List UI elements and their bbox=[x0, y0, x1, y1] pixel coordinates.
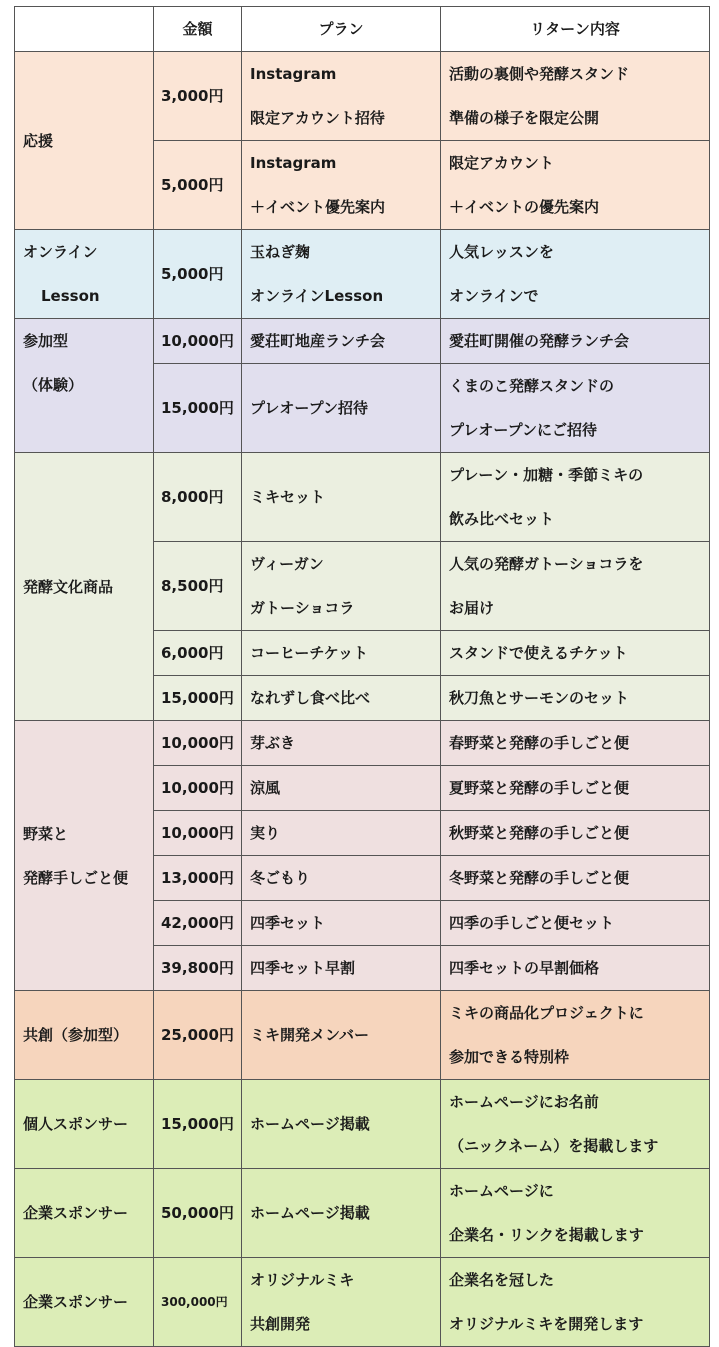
amount-cell: 15,000円 bbox=[154, 364, 242, 453]
return-cell: プレーン・加糖・季節ミキの 飲み比べセット bbox=[441, 453, 710, 542]
amount-cell: 15,000円 bbox=[154, 1080, 242, 1169]
return-cell: 夏野菜と発酵の手しごと便 bbox=[441, 766, 710, 811]
plan-cell: 玉ねぎ麹 オンラインLesson bbox=[242, 230, 441, 319]
header-amount: 金額 bbox=[154, 7, 242, 52]
return-cell: ホームページに 企業名・リンクを掲載します bbox=[441, 1169, 710, 1258]
table-row bbox=[15, 319, 710, 364]
plan-cell: 実り bbox=[242, 811, 441, 856]
category-cell: 応援 bbox=[15, 52, 154, 230]
category-cell: オンライン Lesson bbox=[15, 230, 154, 319]
return-cell: 愛荘町開催の発酵ランチ会 bbox=[441, 319, 710, 364]
return-cell: 春野菜と発酵の手しごと便 bbox=[441, 721, 710, 766]
plan-cell: プレオープン招待 bbox=[242, 364, 441, 453]
header-category bbox=[15, 7, 154, 52]
plan-cell: Instagram ＋イベント優先案内 bbox=[242, 141, 441, 230]
return-cell: 人気の発酵ガトーショコラを お届け bbox=[441, 542, 710, 631]
amount-cell: 39,800円 bbox=[154, 946, 242, 991]
return-plan-table bbox=[14, 6, 710, 1347]
plan-cell: コーヒーチケット bbox=[242, 631, 441, 676]
plan-cell: ホームページ掲載 bbox=[242, 1169, 441, 1258]
amount-cell: 13,000円 bbox=[154, 856, 242, 901]
return-cell: 企業名を冠した オリジナルミキを開発します bbox=[441, 1258, 710, 1347]
return-cell: 四季セットの早割価格 bbox=[441, 946, 710, 991]
amount-cell: 8,500円 bbox=[154, 542, 242, 631]
amount-cell: 10,000円 bbox=[154, 319, 242, 364]
return-cell: くまのこ発酵スタンドの プレオープンにご招待 bbox=[441, 364, 710, 453]
plan-cell: 愛荘町地産ランチ会 bbox=[242, 319, 441, 364]
category-cell: 共創（参加型） bbox=[15, 991, 154, 1080]
amount-cell: 5,000円 bbox=[154, 230, 242, 319]
plan-cell: なれずし食べ比べ bbox=[242, 676, 441, 721]
amount-cell: 6,000円 bbox=[154, 631, 242, 676]
table-row bbox=[15, 1258, 710, 1347]
table-row bbox=[15, 230, 710, 319]
return-cell: ミキの商品化プロジェクトに 参加できる特別枠 bbox=[441, 991, 710, 1080]
category-cell: 参加型 （体験） bbox=[15, 319, 154, 453]
return-cell: 限定アカウント ＋イベントの優先案内 bbox=[441, 141, 710, 230]
amount-cell: 5,000円 bbox=[154, 141, 242, 230]
table-row bbox=[15, 991, 710, 1080]
amount-cell: 8,000円 bbox=[154, 453, 242, 542]
return-cell: 人気レッスンを オンラインで bbox=[441, 230, 710, 319]
plan-cell: ミキセット bbox=[242, 453, 441, 542]
category-cell: 発酵文化商品 bbox=[15, 453, 154, 721]
amount-cell: 10,000円 bbox=[154, 766, 242, 811]
amount-cell: 50,000円 bbox=[154, 1169, 242, 1258]
plan-cell: 涼風 bbox=[242, 766, 441, 811]
plan-cell: Instagram 限定アカウント招待 bbox=[242, 52, 441, 141]
plan-cell: ミキ開発メンバー bbox=[242, 991, 441, 1080]
return-cell: 活動の裏側や発酵スタンド 準備の様子を限定公開 bbox=[441, 52, 710, 141]
category-cell: 野菜と 発酵手しごと便 bbox=[15, 721, 154, 991]
category-cell: 企業スポンサー bbox=[15, 1258, 154, 1347]
plan-cell: 冬ごもり bbox=[242, 856, 441, 901]
table-row bbox=[15, 721, 710, 766]
plan-cell: 四季セット早割 bbox=[242, 946, 441, 991]
return-cell: 秋刀魚とサーモンのセット bbox=[441, 676, 710, 721]
amount-cell: 10,000円 bbox=[154, 721, 242, 766]
amount-cell: 42,000円 bbox=[154, 901, 242, 946]
table-row bbox=[15, 453, 710, 542]
category-cell: 企業スポンサー bbox=[15, 1169, 154, 1258]
return-cell: ホームページにお名前 （ニックネーム）を掲載します bbox=[441, 1080, 710, 1169]
header-return: リターン内容 bbox=[441, 7, 710, 52]
amount-cell: 10,000円 bbox=[154, 811, 242, 856]
amount-cell: 3,000円 bbox=[154, 52, 242, 141]
return-cell: 秋野菜と発酵の手しごと便 bbox=[441, 811, 710, 856]
amount-cell: 25,000円 bbox=[154, 991, 242, 1080]
plan-cell: 芽ぶき bbox=[242, 721, 441, 766]
table-row bbox=[15, 52, 710, 141]
header-plan: プラン bbox=[242, 7, 441, 52]
plan-cell: ホームページ掲載 bbox=[242, 1080, 441, 1169]
table-row bbox=[15, 1080, 710, 1169]
return-cell: 冬野菜と発酵の手しごと便 bbox=[441, 856, 710, 901]
return-cell: 四季の手しごと便セット bbox=[441, 901, 710, 946]
category-cell: 個人スポンサー bbox=[15, 1080, 154, 1169]
plan-cell: オリジナルミキ 共創開発 bbox=[242, 1258, 441, 1347]
plan-cell: ヴィーガン ガトーショコラ bbox=[242, 542, 441, 631]
return-cell: スタンドで使えるチケット bbox=[441, 631, 710, 676]
amount-cell: 15,000円 bbox=[154, 676, 242, 721]
plan-cell: 四季セット bbox=[242, 901, 441, 946]
header-row bbox=[15, 7, 710, 52]
table-row bbox=[15, 1169, 710, 1258]
amount-cell: 300,000円 bbox=[154, 1258, 242, 1347]
